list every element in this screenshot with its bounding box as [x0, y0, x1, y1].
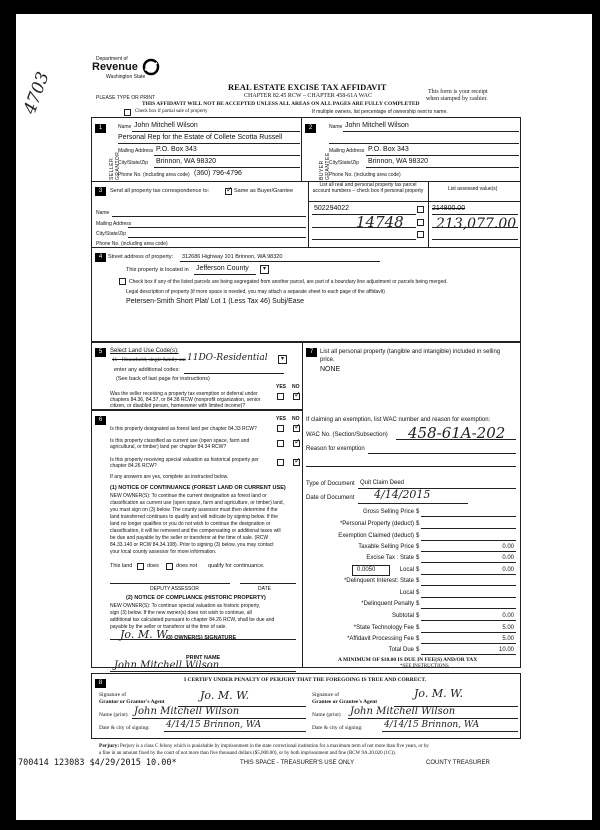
total-due-value: 10.00: [498, 647, 514, 653]
additional-codes-label: enter any additional codes:: [114, 367, 180, 373]
if-yes-note: If any answers are yes, complete as instructed below.: [110, 474, 229, 480]
exemption-no-checkbox[interactable]: [293, 393, 300, 400]
property-location-section: 4: [91, 247, 521, 342]
taxable-selling-price-label: Taxable Selling Price: [358, 544, 414, 550]
taxable-selling-price-dollar: $: [416, 544, 420, 550]
personal-property-label: List all personal property (tangible and intangible) included in selling price.: [320, 349, 501, 363]
qualify-label: qualify for continuance.: [208, 563, 265, 569]
document-type-value: Quit Claim Deed: [360, 480, 405, 486]
same-as-buyer-label: Same as Buyer/Grantee: [234, 188, 294, 194]
excise-tax-local-dollar: $: [416, 567, 420, 573]
seller-side-label: SELLER GRANTOR: [109, 151, 121, 180]
grantor-date-city-label: Date & city of signing:: [99, 725, 150, 731]
exemption-claimed-dollar: $: [416, 533, 420, 539]
excise-tax-local-label: Local: [399, 567, 414, 573]
sec3-mailing-label: Mailing Address: [96, 221, 132, 227]
processing-fee-dollar: $: [416, 636, 420, 642]
forest-land-question: Is this property designated as forest land per chapter 84.33 RCW?: [110, 426, 257, 432]
forest-yes-checkbox[interactable]: [277, 425, 284, 432]
grantor-date-city: 4/14/15 Brinnon, WA: [166, 720, 262, 730]
sec3-city-label: City/State/Zip: [96, 231, 127, 237]
street-address: 312686 Highway 101 Brinnon, WA 98320: [182, 254, 283, 260]
land-does-checkbox[interactable]: [137, 563, 144, 570]
current-use-no-checkbox[interactable]: [293, 440, 300, 447]
personal-property-deduct-label: *Personal Property (deduct): [339, 521, 414, 527]
taxable-selling-price-value: 0.00: [502, 544, 514, 550]
handwritten-assessed-value: 213,077.00: [436, 216, 517, 232]
print-name-label: PRINT NAME: [186, 655, 221, 661]
please-type-note: PLEASE TYPE OR PRINT: [96, 95, 156, 101]
grantor-agent-label: Grantor or Grantor's Agent: [99, 699, 165, 705]
county-select[interactable]: Jefferson County: [196, 265, 249, 272]
document-type-label: Type of Document: [306, 481, 355, 487]
total-due-label: Total Due: [388, 647, 414, 653]
technology-fee-dollar: $: [416, 625, 420, 631]
located-in-label: This property is located in: [126, 267, 189, 273]
current-use-question: Is this property classified as current use (open space, farm and agricultural, or timber) land per chapter 84.34 RCW?: [110, 438, 250, 450]
seller-city-label: City/State/Zip: [118, 160, 149, 166]
land-use-label: Select Land Use Code(s):: [110, 348, 179, 354]
total-due-dollar: $: [416, 647, 420, 653]
notice-compliance-title: (2) NOTICE OF COMPLIANCE (HISTORIC PROPERTY): [126, 595, 266, 601]
personal-property-section: 7: [302, 342, 521, 668]
technology-fee-label: *State Technology Fee: [353, 625, 414, 631]
grantee-agent-label: Grantee or Grantee's Agent: [312, 699, 378, 705]
sec5-no-label: NO: [292, 384, 300, 390]
exemption-question: Was the seller receiving a property tax exemption or deferral under chapters 84.36, 84.37, or 84.38 RCW (nonprofit organization, senior citizen, or disabled person, homeowner with limited income)?: [110, 391, 261, 409]
delinquent-penalty-label: *Delinquent Penalty: [361, 601, 414, 607]
wac-number-label: WAC No. (Section/Subsection): [306, 432, 388, 438]
seller-phone: (360) 796-4796: [194, 170, 242, 177]
excise-tax-state-dollar: $: [416, 555, 420, 561]
parcel-header: List all real and personal property tax parcel account numbers – check box if personal property: [312, 182, 424, 194]
multiple-owners-note: If multiple owners, list percentage of ownership next to name.: [312, 109, 448, 115]
perjury-text-2: a fine in an amount fixed by the court of not more than five thousand dollars ($5,000.00), or by both imprisonment and fine (RCW 9A.20.020 (1C)).: [99, 751, 396, 756]
wac-number-value: 458-61A-202: [408, 424, 506, 442]
excise-tax-state-label: Excise Tax : State: [366, 555, 414, 561]
legal-description-label: Legal description of property (if more space is needed, you may attach a separate sheet to each page of the affidavit): [126, 289, 385, 295]
exemption-reason-label: Reason for exemption: [306, 446, 365, 452]
subtotal-value: 0.00: [502, 613, 514, 619]
notice-continuance-line-4: land transferred continues to qualify and will indicate by signing below. If the: [110, 514, 278, 520]
this-land-label: This land: [110, 563, 133, 569]
perjury-text-1: Perjury is a class C felony which is punishable by imprisonment in the state correctional institution for a maximum term of not more than five years, or by: [120, 744, 429, 749]
buyer-mailing: P.O. Box 343: [368, 146, 409, 153]
seller-section: 1 SELLER GRANTOR: [91, 117, 302, 182]
processing-fee-value: 5.00: [502, 636, 514, 642]
grantee-printed-name: John Mitchell Wilson: [350, 706, 456, 717]
grantee-signature-label: Signature of: [312, 692, 340, 698]
handwritten-file-number: 4703: [20, 69, 54, 117]
notice-compliance-line-1: NEW OWNER(S): To continue special valuation as historic property,: [110, 603, 261, 609]
notice-continuance-line-6: classification, it will be removed and the compensating or additional taxes will: [110, 528, 281, 534]
grantor-name-label: Name (print): [99, 712, 128, 718]
seller-name: John Mitchell Wilson: [134, 122, 198, 129]
assessed-value-struck: 214800.00: [432, 205, 466, 212]
seller-mailing: P.O. Box 343: [156, 146, 197, 153]
delinquent-interest-local-dollar: $: [416, 590, 420, 596]
delinquent-interest-state-label: *Delinquent Interest: State: [343, 578, 414, 584]
technology-fee-value: 5.00: [502, 625, 514, 631]
grantee-name-label: Name (print): [312, 712, 341, 718]
notice-continuance-line-3: you must sign on (3) below. The county assessor must then determine if the: [110, 507, 278, 513]
land-does-not-checkbox[interactable]: [166, 563, 173, 570]
current-use-yes-checkbox[interactable]: [277, 440, 284, 447]
form-title: REAL ESTATE EXCISE TAX AFFIDAVIT: [228, 82, 387, 92]
grantor-signature-label: Signature of: [99, 692, 127, 698]
notice-continuance-line-1: NEW OWNER(S): To continue the current designation as forest land or: [110, 493, 267, 499]
sec6-yes-label: YES: [276, 416, 287, 422]
affidavit-page: [16, 14, 592, 820]
gross-selling-price-label: Gross Selling Price: [362, 509, 414, 515]
buyer-city: Brinnon, WA 98320: [368, 158, 429, 165]
historic-question: Is this property receiving special valuation as historical property per chapter 84.26 RCW?: [110, 457, 259, 469]
notice-continuance-line-8: 84.33.140 or RCW 84.34.108). Prior to signing (3) below, you may contact: [110, 542, 274, 548]
grantor-printed-name: John Mitchell Wilson: [134, 706, 240, 717]
subtotal-label: Subtotal: [391, 613, 414, 619]
treasurer-stamp: 700414 123083 $4/29/2015 10.00*: [18, 758, 177, 768]
county-treasurer-label: COUNTY TREASURER: [426, 760, 490, 766]
certification-section: 8: [91, 673, 521, 739]
county-dropdown-icon[interactable]: ▾: [260, 265, 269, 274]
grantee-date-city-label: Date & city of signing:: [312, 725, 363, 731]
segregated-label: Check box if any of the listed parcels are being segregated from another parcel, are part of a boundary line adjustment or parcels being merged.: [129, 279, 448, 285]
land-use-handwritten: 11DO-Residential: [187, 353, 268, 363]
forest-no-checkbox[interactable]: [293, 425, 300, 432]
legal-description: Petersen-Smith Short Plat/ Lot 1 (Less Tax 46) Subj/Ease: [126, 298, 305, 305]
street-address-label: Street address of property:: [108, 254, 174, 260]
sec5-yes-label: YES: [276, 384, 287, 390]
buyer-city-label: City/State/Zip: [329, 160, 360, 166]
tax-correspondence-section: 3: [91, 181, 521, 248]
delinquent-interest-state-dollar: $: [416, 578, 420, 584]
land-does-label: does: [147, 563, 159, 569]
minimum-due-note: A MINIMUM OF $10.00 IS DUE IN FEE(S) AND/OR TAX: [338, 657, 478, 663]
partial-sale-label: Check box if partial sale of property: [135, 109, 208, 114]
notice-continuance-line-9: your local county assessor for more information.: [110, 549, 217, 555]
notice-continuance-line-5: land no longer qualifies or you do not wish to continue the designation or: [110, 521, 271, 527]
sec3-name-label: Name: [96, 210, 110, 216]
land-does-not-label: does not: [176, 563, 198, 569]
exemption-yes-checkbox[interactable]: [277, 393, 284, 400]
notice-compliance-line-3: additional tax calculated pursuant to chapter 84.26 RCW, shall be due and: [110, 617, 275, 623]
owner-signature-label: (3) OWNER(S) SIGNATURE: [166, 635, 237, 641]
dept-of-revenue-logo: Department of Revenue Washington State: [92, 56, 172, 92]
seller-name-label: Name: [118, 124, 132, 130]
notice-continuance-line-7: be due and payable by the seller or transferor at the time of sale. (RCW: [110, 535, 269, 541]
seller-city: Brinnon, WA 98320: [156, 158, 217, 165]
land-use-instructions: (See back of last page for instructions): [116, 376, 210, 382]
seller-name-2: Personal Rep for the Estate of Collete Scotta Russell: [118, 134, 283, 141]
revenue-swoosh-icon: [142, 58, 160, 76]
same-as-buyer-checkbox[interactable]: [225, 188, 232, 195]
document-date-label: Date of Document: [306, 495, 355, 501]
subtotal-dollar: $: [416, 613, 420, 619]
deputy-assessor-label: DEPUTY ASSESSOR: [150, 586, 199, 592]
grantor-signature: Jo. M. W.: [200, 689, 249, 702]
land-use-struck: 11 - Household, single family uni: [112, 357, 186, 363]
certify-statement: I CERTIFY UNDER PENALTY OF PERJURY THAT THE FOREGOING IS TRUE AND CORRECT.: [184, 677, 427, 683]
delinquent-penalty-dollar: $: [416, 601, 420, 607]
excise-tax-state-value: 0.00: [502, 555, 514, 561]
local-rate: 0.0050: [357, 567, 376, 573]
notice-continuance-title: (1) NOTICE OF CONTINUANCE (FOREST LAND OR CURRENT USE): [110, 485, 286, 491]
owner-print-name: John Mitchell Wilson: [114, 660, 220, 671]
buyer-side-label: BUYER GRANTEE: [319, 152, 331, 180]
parcel-personal-checkbox-3[interactable]: [417, 231, 424, 238]
receipt-note-2: when stamped by cashier.: [426, 96, 488, 102]
deputy-date-label: DATE: [258, 586, 271, 592]
sec6-no-label: NO: [292, 416, 300, 422]
buyer-name-label: Name: [329, 124, 343, 130]
receipt-note-1: This form is your receipt: [428, 89, 488, 95]
historic-no-checkbox[interactable]: [293, 459, 300, 466]
notice-continuance-line-2: classification as current use (open space, farm and agriculture, or timber) land,: [110, 500, 284, 506]
send-correspondence-label: Send all property tax correspondence to:: [110, 188, 210, 194]
buyer-phone-label: Phone No. (including area code): [329, 172, 401, 178]
not-accepted-warning: THIS AFFIDAVIT WILL NOT BE ACCEPTED UNLESS ALL AREAS ON ALL PAGES ARE FULLY COMPLETED: [142, 101, 420, 107]
perjury-label: Perjury:: [99, 743, 120, 749]
delinquent-interest-local-label: Local: [399, 590, 414, 596]
parcel-personal-checkbox-2[interactable]: [417, 219, 424, 226]
personal-property-value: NONE: [320, 366, 341, 373]
excise-tax-local-value: 0.00: [502, 567, 514, 573]
historic-yes-checkbox[interactable]: [277, 459, 284, 466]
seller-phone-label: Phone No. (including area code): [118, 172, 190, 178]
see-instructions-note: *SEE INSTRUCTIONS: [400, 664, 449, 669]
treasurer-use-only: THIS SPACE - TREASURER'S USE ONLY: [240, 760, 355, 766]
parcel-personal-checkbox-1[interactable]: [417, 206, 424, 213]
processing-fee-label: *Affidavit Processing Fee: [347, 636, 414, 642]
form-chapter: CHAPTER 82.45 RCW – CHAPTER 458-61A WAC: [244, 93, 372, 99]
grantee-date-city: 4/14/15 Brinnon, WA: [384, 720, 480, 730]
buyer-section: 2 BUYER GRANTEE: [301, 117, 521, 182]
grantee-signature: Jo. M. W.: [414, 687, 463, 700]
assessed-header: List assessed value(s): [448, 186, 498, 192]
document-date-value: 4/14/2015: [374, 488, 431, 501]
land-use-dropdown-icon[interactable]: ▾: [278, 355, 287, 364]
buyer-mailing-label: Mailing Address: [329, 148, 365, 154]
forest-current-use-section: 6: [91, 410, 303, 668]
handwritten-parcel: 14748: [356, 213, 404, 231]
gross-selling-price-dollar: $: [416, 509, 420, 515]
seller-mailing-label: Mailing Address: [118, 148, 154, 154]
personal-property-deduct-dollar: $: [416, 521, 420, 527]
exemption-claimed-label: Exemption Claimed (deduct): [338, 533, 414, 539]
buyer-name: John Mitchell Wilson: [345, 122, 409, 129]
notice-compliance-line-4: payable by the seller or transferor at the time of sale.: [110, 624, 227, 630]
partial-sale-checkbox[interactable]: [124, 109, 131, 116]
sec3-phone-label: Phone No. (including area code): [96, 241, 168, 247]
exemption-wac-label: If claiming an exemption, list WAC number and reason for exemption:: [306, 417, 491, 423]
parcel-number: 502294022: [314, 205, 350, 212]
segregated-checkbox[interactable]: [119, 278, 126, 285]
notice-compliance-line-2: sign (3) below. If the new owner(s) does not wish to continue, all: [110, 610, 252, 616]
land-use-section: 5: [91, 342, 303, 410]
owner-signature: Jo. M. W.: [120, 628, 169, 641]
